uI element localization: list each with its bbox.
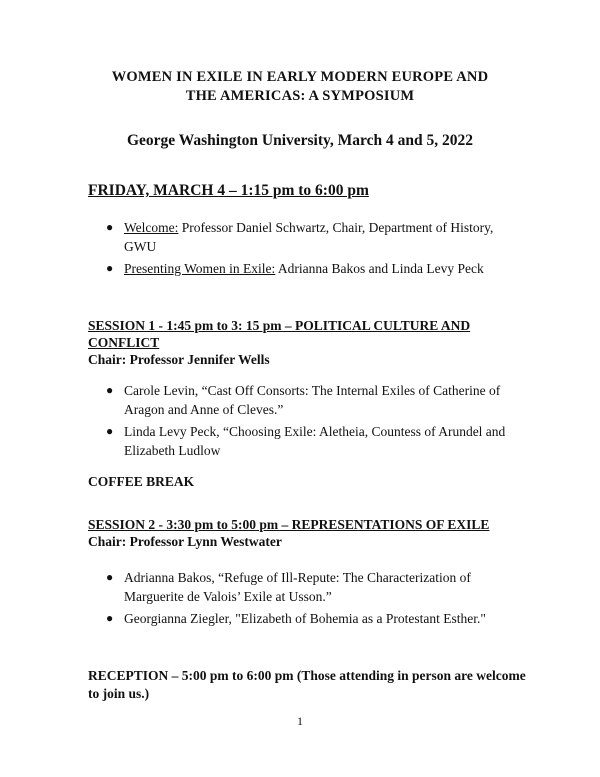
session-1-time: SESSION 1 - 1:45 pm to 3: 15 pm <box>88 318 282 333</box>
list-item <box>88 422 528 460</box>
session-2-time: SESSION 2 - 3:30 pm to 5:00 pm – REPRESENTATIONS OF EXILE <box>88 517 490 532</box>
session-1-chair: Chair: Professor Jennifer Wells <box>88 352 270 367</box>
item-text: Adrianna Bakos and Linda Levy Peck <box>275 261 484 276</box>
page-number: 1 <box>297 714 303 728</box>
day-heading <box>88 181 369 201</box>
list-item <box>88 568 528 606</box>
bullet-icon: ● <box>106 383 114 397</box>
title-line-1: WOMEN IN EXILE IN EARLY MODERN EUROPE AND <box>111 69 489 85</box>
list-item <box>88 259 528 278</box>
venue-date-subtitle: George Washington University, March 4 and 5, 2022 <box>126 132 474 149</box>
bullet-icon: ● <box>106 424 114 438</box>
session-2-heading <box>88 516 548 550</box>
session-2-chair: Chair: Professor Lynn Westwater <box>88 534 282 549</box>
reception-note: RECEPTION – 5:00 pm to 6:00 pm (Those attending in person are welcome to join us.) <box>88 668 526 701</box>
day-heading-text: FRIDAY, MARCH 4 – 1:15 pm to 6:00 pm <box>88 182 369 199</box>
item-lead: Welcome: <box>124 220 179 235</box>
session-1-theme: – POLITICAL CULTURE AND CONFLICT <box>88 318 471 350</box>
bullet-icon: ● <box>106 220 114 234</box>
title-line-2: THE AMERICAS: A SYMPOSIUM <box>185 88 415 104</box>
opening-list <box>88 218 528 281</box>
list-item <box>88 609 528 628</box>
list-item <box>88 381 528 419</box>
symposium-title <box>0 68 600 106</box>
item-lead: Presenting Women in Exile: <box>124 261 276 276</box>
item-text: Professor Daniel Schwartz, Chair, Department of History, GWU <box>124 220 494 254</box>
session-1-talks <box>88 381 528 463</box>
coffee-break: COFFEE BREAK <box>88 474 195 489</box>
list-item <box>88 218 528 256</box>
session-2-talks <box>88 568 528 631</box>
bullet-icon: ● <box>106 611 114 625</box>
talk-text: Carole Levin, “Cast Off Consorts: The Internal Exiles of Catherine of Aragon and Anne of Cleves.” <box>124 383 501 417</box>
session-1-heading <box>88 317 518 368</box>
talk-text: Linda Levy Peck, “Choosing Exile: Aletheia, Countess of Arundel and Elizabeth Ludlow <box>124 424 506 458</box>
talk-text: Georgianna Ziegler, "Elizabeth of Bohemia as a Protestant Esther." <box>124 611 486 626</box>
talk-text: Adrianna Bakos, “Refuge of Ill-Repute: The Characterization of Marguerite de Valois’ Exile at Usson.” <box>124 570 471 604</box>
bullet-icon: ● <box>106 261 114 275</box>
bullet-icon: ● <box>106 570 114 584</box>
